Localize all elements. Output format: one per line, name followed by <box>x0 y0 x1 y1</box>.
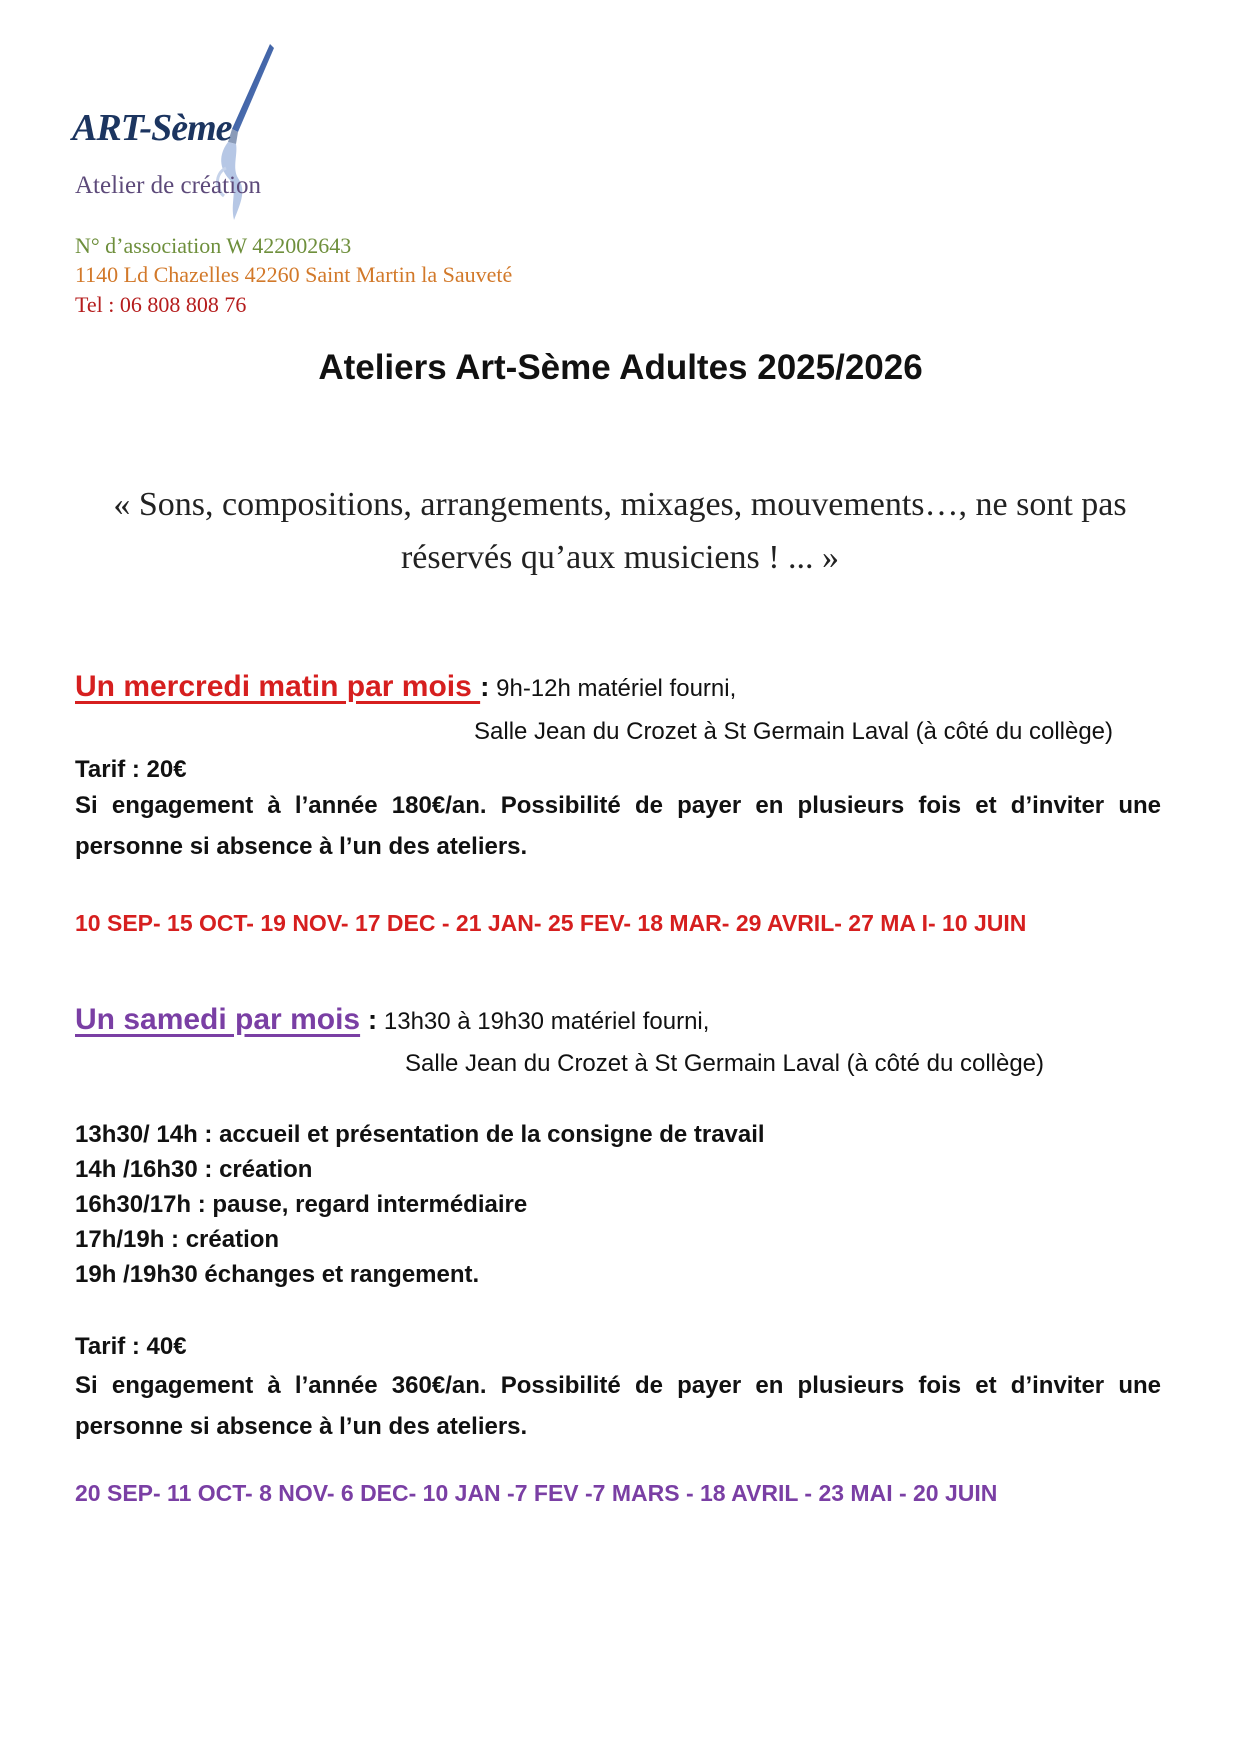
address: 1140 Ld Chazelles 42260 Saint Martin la Sauveté <box>75 262 513 287</box>
schedule-item: 13h30/ 14h : accueil et présentation de la consigne de travail <box>75 1121 765 1148</box>
wednesday-info: 9h-12h matériel fourni, <box>489 675 737 702</box>
page-title: Ateliers Art-Sème Adultes 2025/2026 <box>318 348 923 387</box>
saturday-location: Salle Jean du Crozet à St Germain Laval (à côté du collège) <box>405 1050 1045 1077</box>
saturday-dates: 20 SEP- 11 OCT- 8 NOV- 6 DEC- 10 JAN -7 FEV -7 MARS - 18 AVRIL - 23 MAI - 20 JUIN <box>75 1480 998 1506</box>
schedule-item: 19h /19h30 échanges et rangement. <box>75 1261 480 1288</box>
wednesday-engagement: Si engagement à l’année 180€/an. Possibilité de payer en plusieurs fois et d’inviter une personne si absence à l’un des ateliers. <box>75 792 1161 860</box>
wednesday-dates: 10 SEP- 15 OCT- 19 NOV- 17 DEC - 21 JAN- 25 FEV- 18 MAR- 29 AVRIL- 27 MA I- 10 JUIN <box>75 910 1027 936</box>
schedule-item: 14h /16h30 : création <box>75 1156 313 1183</box>
wednesday-heading-line <box>75 670 736 704</box>
wednesday-location: Salle Jean du Crozet à St Germain Laval (à côté du collège) <box>474 718 1114 745</box>
schedule-item: 16h30/17h : pause, regard intermédiaire <box>75 1191 528 1218</box>
saturday-engagement: Si engagement à l’année 360€/an. Possibilité de payer en plusieurs fois et d’inviter une personne si absence à l’un des ateliers. <box>75 1372 1161 1440</box>
saturday-info: 13h30 à 19h30 matériel fourni, <box>377 1008 710 1035</box>
saturday-heading: Un samedi par mois <box>75 1003 361 1036</box>
phone-number: Tel : 06 808 808 76 <box>75 292 247 317</box>
wednesday-tarif: Tarif : 20€ <box>75 756 187 783</box>
wednesday-colon: : <box>480 671 490 702</box>
saturday-heading-line <box>75 1003 709 1037</box>
saturday-colon: : <box>360 1004 378 1035</box>
quote: « Sons, compositions, arrangements, mixages, mouvements…, ne sont pas réservés qu’aux musiciens ! ... » <box>113 486 1127 576</box>
saturday-tarif: Tarif : 40€ <box>75 1333 187 1360</box>
association-number: N° d’association W 422002643 <box>75 233 352 258</box>
schedule-item: 17h/19h : création <box>75 1226 280 1253</box>
logo-text: ART-Sème <box>72 107 232 149</box>
wednesday-heading: Un mercredi matin par mois <box>75 670 481 703</box>
logo-subtitle: Atelier de création <box>75 172 262 199</box>
